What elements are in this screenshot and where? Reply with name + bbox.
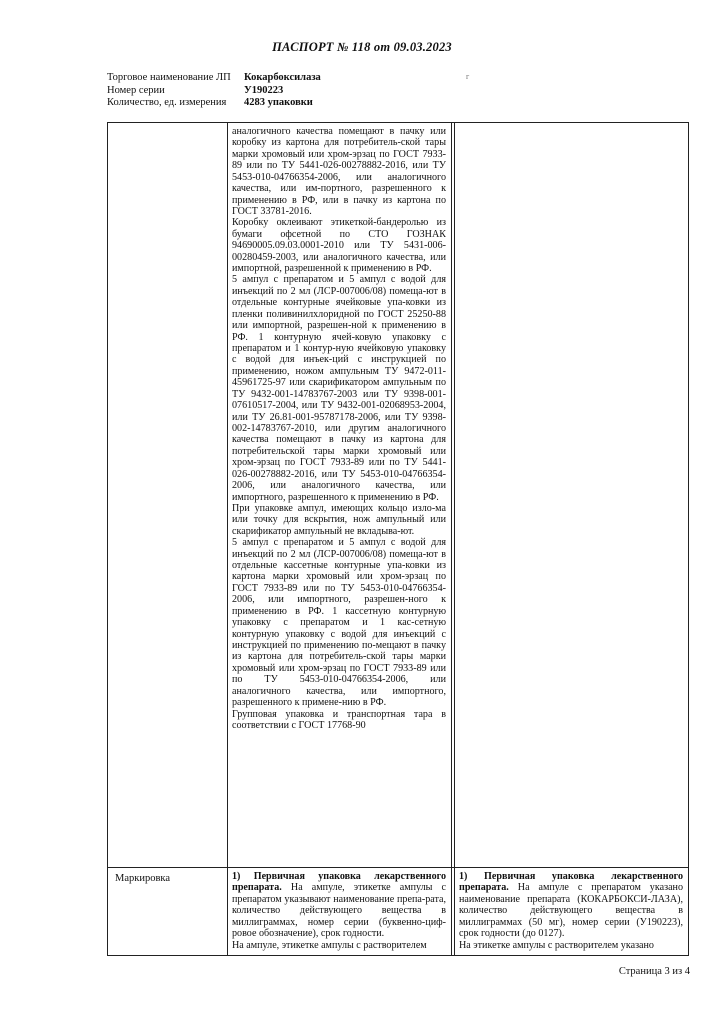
table-border-left (107, 123, 108, 955)
margin-mark: г (466, 72, 470, 81)
marking-spec-heading: 1) Первичная упаковка лекарственного препарата. (232, 871, 446, 894)
trade-name-value: Кокарбоксилаза (244, 72, 321, 83)
marking-spec-text-2: На ампуле, этикетке ампулы с растворителем (232, 939, 427, 951)
quantity-label: Количество, ед. измерения (107, 97, 227, 108)
table-col-divider-2 (451, 123, 452, 955)
packaging-paragraph: Групповая упаковка и транспортная тара в соответствии с ГОСТ 17768-90 (232, 708, 446, 731)
marking-spec-text: На ампуле, этикетке ампулы с препаратом указывают наименование препа-рата, количество действующего вещества в миллиграммах, номер серии (буквенно-циф-ровое обозначение), срок годности. (232, 882, 446, 940)
packaging-paragraph: 5 ампул с препаратом и 5 ампул с водой для инъекций по 2 мл (ЛСР-007006/08) помеща-ют в отдельные контурные ячейковые упа-ковки из пленки поливинилхлоридной по ГОСТ 25250-88 или импортной, разрешен-ной к применению в РФ. 1 контурную ячей-ковую упаковку с препаратом и 1 контур-ную ячейковую упаковку с водой для инъек-ций с инструкцией по применению, ножом ампульным ТУ 9472-011-45961725-97 или скарификатором ампульным по ТУ 9432-001-14783767-2003 или ТУ 9398-001-07610517-2004, или ТУ 9432-001-02068953-2004, или ТУ 26.81-001-95787178-2006, или ТУ 9398-002-14783767-2010, или другим аналогичного качества помещают в пачку из картона для потребительской тары марки хромовый или хром-эрзац по ГОСТ 7933-89 или по ТУ 5441-026-00278882-2016, или ТУ 5453-010-04766354-2006, или аналогичного качества, или импортного, разрешенного к применению в РФ. (232, 274, 446, 503)
marking-fact-text: На ампуле с препаратом указано наименование препарата (КОКАРБОКСИ-ЛАЗА), количество действующего вещества в миллиграммах (50 мг), номер серии (У190223), срок годности (до 0127). (459, 882, 683, 940)
packaging-spec-cell (232, 126, 446, 731)
packaging-paragraph: аналогичного качества помещают в пачку или коробку из картона для потребитель-ской тары марки хромовый или хром-эрзац по ГОСТ 7933-89 или по ТУ 5441-026-00278882-2016, или ТУ 5453-010-04766354-2006, или аналогичного качества, или им-портного, разрешенного к применению в РФ, или в пачку из картона по ГОСТ 33781-2016. (232, 126, 446, 217)
passport-meta (107, 72, 321, 110)
specification-table (107, 122, 689, 956)
marking-fact-cell (459, 871, 683, 951)
marking-spec-paragraph (232, 871, 446, 940)
page-title: ПАСПОРТ № 118 от 09.03.2023 (272, 40, 452, 54)
meta-quantity (107, 97, 321, 110)
meta-series (107, 85, 321, 98)
table-col-divider-1 (227, 123, 228, 955)
page-number: Страница 3 из 4 (618, 966, 690, 977)
packaging-paragraph: Коробку оклеивают этикеткой-бандеролью из бумаги офсетной по СТО ГОЗНАК 94690005.09.03.0001-2010 или ТУ 5431-006-00280459-2003, или аналогичного качества, или импортной, разрешенной к применению в РФ. (232, 217, 446, 275)
table-row-divider (107, 867, 689, 868)
marking-label: Маркировка (115, 873, 171, 884)
marking-spec-cell (232, 871, 446, 951)
trade-name-label: Торговое наименование ЛП (107, 72, 231, 83)
packaging-paragraph: 5 ампул с препаратом и 5 ампул с водой для инъекций по 2 мл (ЛСР-007006/08) помеща-ют в отдельные кассетные контурные упа-ковки из картона марки хромовый или хром-эрзац по ГОСТ 7933-89 или по ТУ 5453-010-04766354-2006, или импортного, разрешен-ного к применению в РФ. 1 кассетную контурную упаковку с препаратом и 1 кас-сетную контурную упаковку с водой для инъекций с инструкцией по применению по-мещают в пачку из картона для потребитель-ской тары марки хромовый или хром-эрзац по ГОСТ 7933-89 или по ТУ 5453-010-04766354-2006, или аналогичного качества, или импортного, разрешенного к примене-нию в РФ. (232, 537, 446, 709)
marking-fact-heading: 1) Первичная упаковка лекарственного препарата. (459, 871, 683, 894)
series-label: Номер серии (107, 84, 165, 96)
marking-fact-text-2: На этикетке ампулы с растворителем указано (459, 939, 654, 951)
table-border-right (688, 123, 689, 955)
series-value: У190223 (244, 84, 284, 96)
marking-fact-paragraph (459, 871, 683, 940)
packaging-paragraph: При упаковке ампул, имеющих кольцо изло-ма или точку для вскрытия, нож ампульный или скарификатор ампульный не вкладыва-ют. (232, 502, 446, 537)
quantity-value: 4283 упаковки (244, 97, 313, 108)
table-col-divider-2b (454, 123, 455, 955)
meta-trade-name (107, 72, 321, 85)
